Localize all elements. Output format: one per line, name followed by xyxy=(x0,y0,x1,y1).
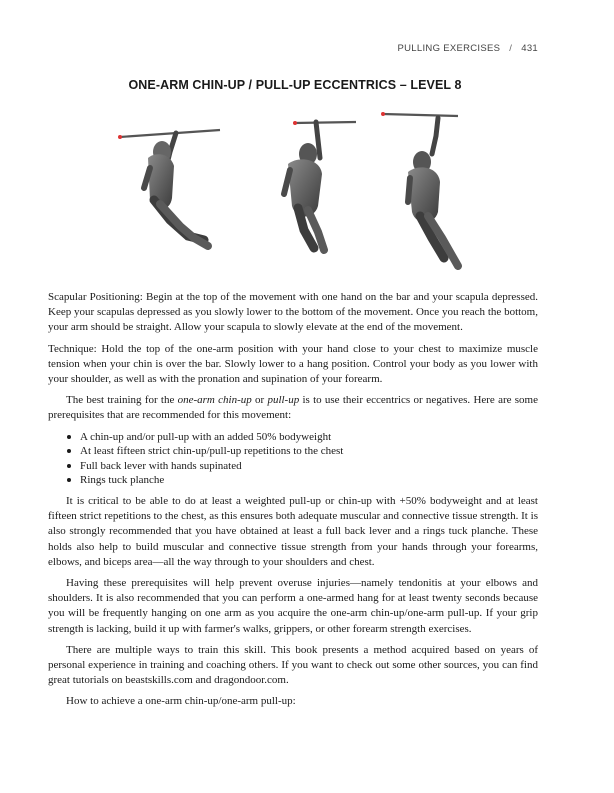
scapular-paragraph: Scapular Positioning: Begin at the top of the movement with one hand on the bar and your scapula depressed. Keep your scapulas depressed as you slowly lower to the bottom of the movement. Once you reach the bottom, your arm should be straight. Allow your scapula to slowly elevate at the end of the movement. xyxy=(48,291,538,334)
list-item: At least fifteen strict chin-up/pull-up repetitions to the chest xyxy=(80,444,538,459)
training-text-mid: or xyxy=(251,394,268,407)
list-item: Full back lever with hands supinated xyxy=(80,459,538,474)
section-name: PULLING EXERCISES xyxy=(397,43,501,54)
list-item: A chin-up and/or pull-up with an added 50% bodyweight xyxy=(80,430,538,445)
list-item: Rings tuck planche xyxy=(80,473,538,488)
training-text-start: The best training for the xyxy=(66,394,178,407)
figure-frame-2 xyxy=(284,121,356,250)
figure-frame-1 xyxy=(118,130,220,246)
prerequisites-paragraph: Having these prerequisites will help prevent overuse injuries—namely tendonitis at your elbows and shoulders. It is also recommended that you can perform a one-armed hang for at least twenty seconds because you will be frequently hanging on one arm as you acquire the one-arm chin-up/one-arm pull-up. If your grip strength is lacking, build it up with farmer's walks, grippers, or other forearm strength exercises. xyxy=(48,577,538,635)
exercise-figure xyxy=(108,108,488,280)
prerequisites-list xyxy=(48,430,538,488)
technique-paragraph: Technique: Hold the top of the one-arm position with your hand close to your chest to maximize muscle tension when your chin is over the bar. Slowly lower to a hang position. Control your body as you lower with your shoulder, as well as with the pronation and supination of your forearm. xyxy=(48,342,538,386)
body-text xyxy=(48,290,538,716)
howto-paragraph: How to achieve a one-arm chin-up/one-arm pull-up: xyxy=(66,695,296,708)
exercise-title: ONE-ARM CHIN-UP / PULL-UP ECCENTRICS – LEVEL 8 xyxy=(128,78,462,92)
page-number: 431 xyxy=(521,43,538,54)
methods-paragraph: There are multiple ways to train this skill. This book presents a method acquired based on years of personal experience in training and coaching others. If you want to check out some other sources, you can find great tutorials on beastskills.com and dragondoor.com. xyxy=(48,643,538,687)
training-paragraph xyxy=(48,393,538,423)
header-separator: / xyxy=(509,43,513,54)
training-text-end: is to use their eccentrics or negatives. Here are some prerequisites that are recommended for this movement: xyxy=(48,394,538,422)
training-emphasis-pullup: pull-up xyxy=(267,394,300,407)
critical-paragraph: It is critical to be able to do at least a weighted pull-up or chin-up with +50% bodyweight and at least fifteen strict repetitions to the chest, as this ensures both adequate muscular and connective tissue strength. It is also strongly recommended that you have obtained at least a full back lever and a rings tuck planche. These holds also help to build muscular and connective tissue strength from your hands through your forearms, elbows, and biceps area—all the way through to your shoulders and chest. xyxy=(48,495,538,568)
running-head xyxy=(398,43,539,54)
training-emphasis-chinup: one-arm chin-up xyxy=(177,394,252,407)
figure-frame-3 xyxy=(381,112,458,266)
athlete-one-arm-pullup-sequence-icon xyxy=(108,108,488,280)
